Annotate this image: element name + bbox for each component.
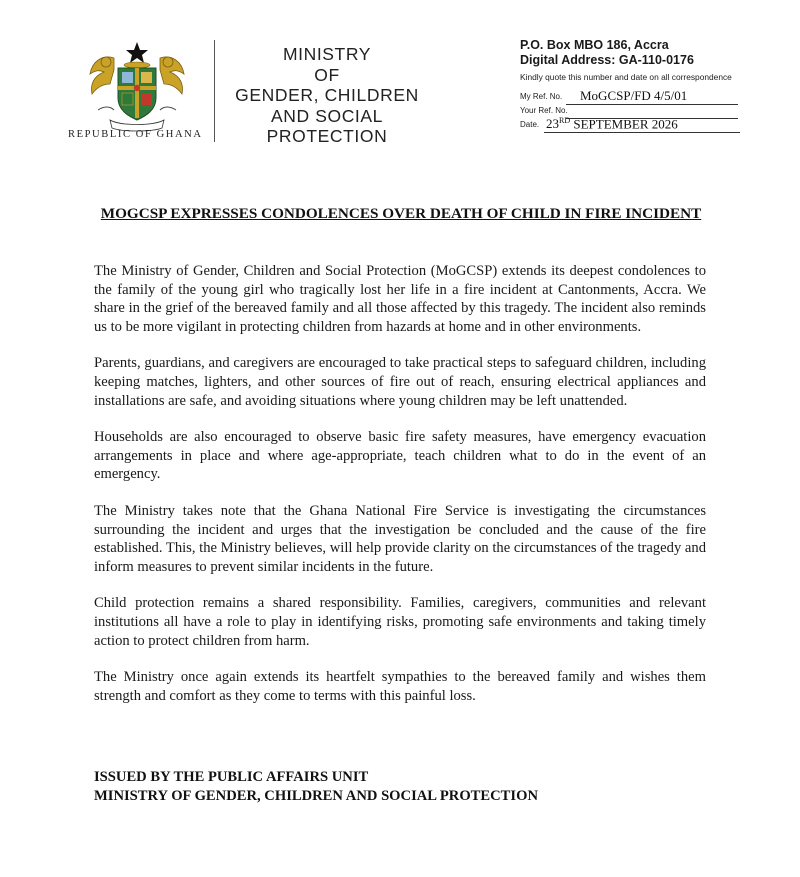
date-rest: SEPTEMBER 2026 (570, 116, 678, 131)
po-box: P.O. Box MBO 186, Accra (520, 38, 669, 52)
ministry-line: OF (314, 64, 340, 85)
ministry-line: GENDER, CHILDREN (235, 85, 419, 105)
date-suffix: RD (559, 115, 571, 125)
press-release-body (94, 262, 706, 723)
my-ref-label: My Ref. No. (520, 92, 563, 101)
date-day: 23 (546, 116, 559, 131)
my-ref-value (566, 88, 738, 105)
body-paragraph: Households are also encouraged to observe basic fire safety measures, have emergency evacuation arrangements in place and where age-appropriate, teach children what to do in the event of an emergency. (94, 429, 706, 483)
body-paragraph: The Ministry once again extends its heartfelt sympathies to the bereaved family and wishes them strength and comfort as they come to terms with this painful loss. (94, 669, 706, 704)
ministry-name (222, 44, 432, 147)
date-line (520, 115, 770, 132)
body-paragraph: Parents, guardians, and caregivers are encouraged to take practical steps to safeguard children, including keeping matches, lighters, and other sources of fire out of reach, ensuring electrical appliances and installations are safe, and avoiding situations where young children may be left unattended. (94, 355, 706, 409)
body-paragraph: The Ministry of Gender, Children and Social Protection (MoGCSP) extends its deepest condolences to the family of the young girl who tragically lost her life in a fire incident at Cantonments, Accra. We share in the grief of the bereaved family and all those affected by this tragedy. The incident also reminds us to be more vigilant in protecting children from hazards at home and in other environments. (94, 263, 706, 335)
ministry-line: MINISTRY (282, 44, 372, 64)
digital-address: Digital Address: GA-110-0176 (520, 53, 694, 67)
body-paragraph: The Ministry takes note that the Ghana National Fire Service is investigating the circumstances surrounding the incident and urges that the investigation be concluded and the cause of the fire established. This, the Ministry believes, will help provide clarity on the circumstances of the tragedy and inform measures to prevent similar incidents in the future. (94, 502, 706, 575)
my-ref-line (520, 82, 770, 104)
issued-by-block (94, 768, 538, 806)
press-release-title: MOGCSP EXPRESSES CONDOLENCES OVER DEATH OF CHILD IN FIRE INCIDENT (100, 205, 702, 222)
contact-block (520, 38, 770, 132)
letterhead-divider (214, 40, 215, 142)
ministry-line: PROTECTION (266, 126, 388, 146)
issued-by-line: MINISTRY OF GENDER, CHILDREN AND SOCIAL PROTECTION (94, 788, 538, 804)
date-value (544, 116, 740, 133)
correspondence-note: Kindly quote this number and date on all correspondence (520, 72, 732, 82)
ministry-line: AND SOCIAL (271, 105, 383, 126)
issued-by-line: ISSUED BY THE PUBLIC AFFAIRS UNIT (94, 769, 369, 785)
body-paragraph: Child protection remains a shared responsibility. Families, caregivers, communities and relevant institutions all have a role to play in identifying risks, promoting safe environments and taking timely action to protect children from harm. (94, 595, 706, 649)
your-ref-label: Your Ref. No. (520, 106, 568, 115)
republic-of-ghana-label: REPUBLIC OF GHANA (68, 129, 203, 140)
my-ref-text: MoGCSP/FD 4/5/01 (580, 88, 688, 103)
coat-of-arms-emblem (84, 40, 190, 134)
date-label: Date. (520, 120, 540, 129)
